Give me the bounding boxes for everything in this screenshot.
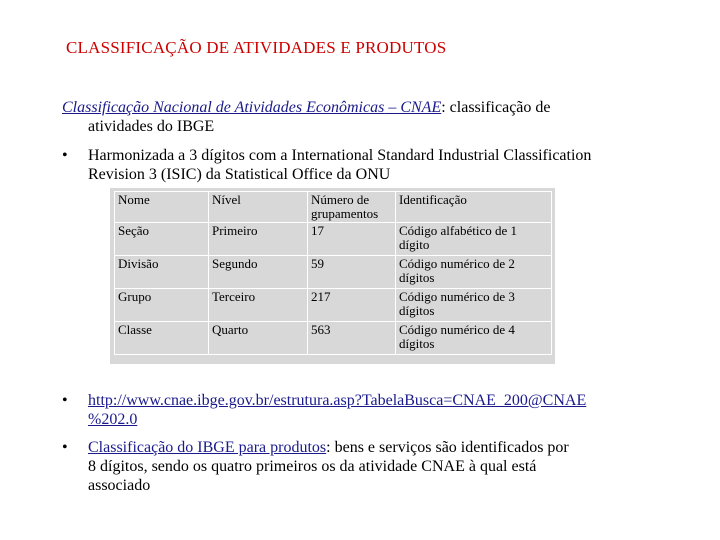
bullet-isic-line2: Revision 3 (ISIC) da Statistical Office da ONU: [88, 166, 391, 183]
cell-identificacao: Código alfabético de 1 dígito: [396, 223, 552, 256]
cell-numero: 563: [308, 322, 396, 355]
cell-numero: 17: [308, 223, 396, 256]
header-nivel: Nível: [209, 192, 308, 223]
cnae-dash: – CNAE: [384, 99, 442, 116]
header-numero: Número de grupamentos: [308, 192, 396, 223]
cnae-url-line1[interactable]: http://www.cnae.ibge.gov.br/estrutura.asp?TabelaBusca=CNAE_200@CNAE: [88, 392, 587, 409]
cell-identificacao: Código numérico de 4 dígitos: [396, 322, 552, 355]
produtos-rest: : bens e serviços são identificados por: [326, 439, 569, 456]
intro-paragraph: [62, 98, 682, 136]
bullet-marker: •: [62, 392, 68, 409]
table-header-row: [115, 192, 552, 223]
bullet-isic: [62, 146, 682, 184]
cell-nivel: Primeiro: [209, 223, 308, 256]
produtos-classification-link[interactable]: Classificação do IBGE para produtos: [88, 439, 327, 456]
cell-numero: 59: [308, 256, 396, 289]
intro-rest: : classificação de: [441, 99, 551, 116]
cell-nivel: Segundo: [209, 256, 308, 289]
cell-nome: Divisão: [115, 256, 209, 289]
cell-identificacao: Código numérico de 3 dígitos: [396, 289, 552, 322]
cnae-term-link[interactable]: Classificação Nacional de Atividades Econômicas: [62, 99, 385, 116]
cell-nome: Grupo: [115, 289, 209, 322]
table-row: [115, 289, 552, 322]
page-title: CLASSIFICAÇÃO DE ATIVIDADES E PRODUTOS: [66, 38, 447, 57]
produtos-line2: 8 dígitos, sendo os quatro primeiros os da atividade CNAE à qual está: [88, 458, 537, 475]
bullet-produtos: [62, 438, 682, 495]
cell-identificacao: Código numérico de 2 dígitos: [396, 256, 552, 289]
bullet-marker: •: [62, 439, 68, 456]
cnae-structure-table: [114, 191, 552, 355]
cell-nome: Classe: [115, 322, 209, 355]
header-nome: Nome: [115, 192, 209, 223]
cell-nivel: Quarto: [209, 322, 308, 355]
cell-nivel: Terceiro: [209, 289, 308, 322]
produtos-line3: associado: [88, 477, 151, 494]
table-row: [115, 223, 552, 256]
header-identificacao: Identificação: [396, 192, 552, 223]
table-row: [115, 322, 552, 355]
table-row: [115, 256, 552, 289]
cnae-url-line2[interactable]: %202.0: [88, 411, 138, 428]
intro-line2: atividades do IBGE: [88, 118, 215, 135]
cell-numero: 217: [308, 289, 396, 322]
bullet-marker: •: [62, 147, 68, 164]
cell-nome: Seção: [115, 223, 209, 256]
cnae-url-link[interactable]: [88, 391, 682, 429]
bullet-isic-line1: Harmonizada a 3 dígitos com a International Standard Industrial Classification: [88, 147, 592, 164]
cnae-table-panel: [110, 188, 555, 364]
bullet-url: [62, 391, 682, 429]
